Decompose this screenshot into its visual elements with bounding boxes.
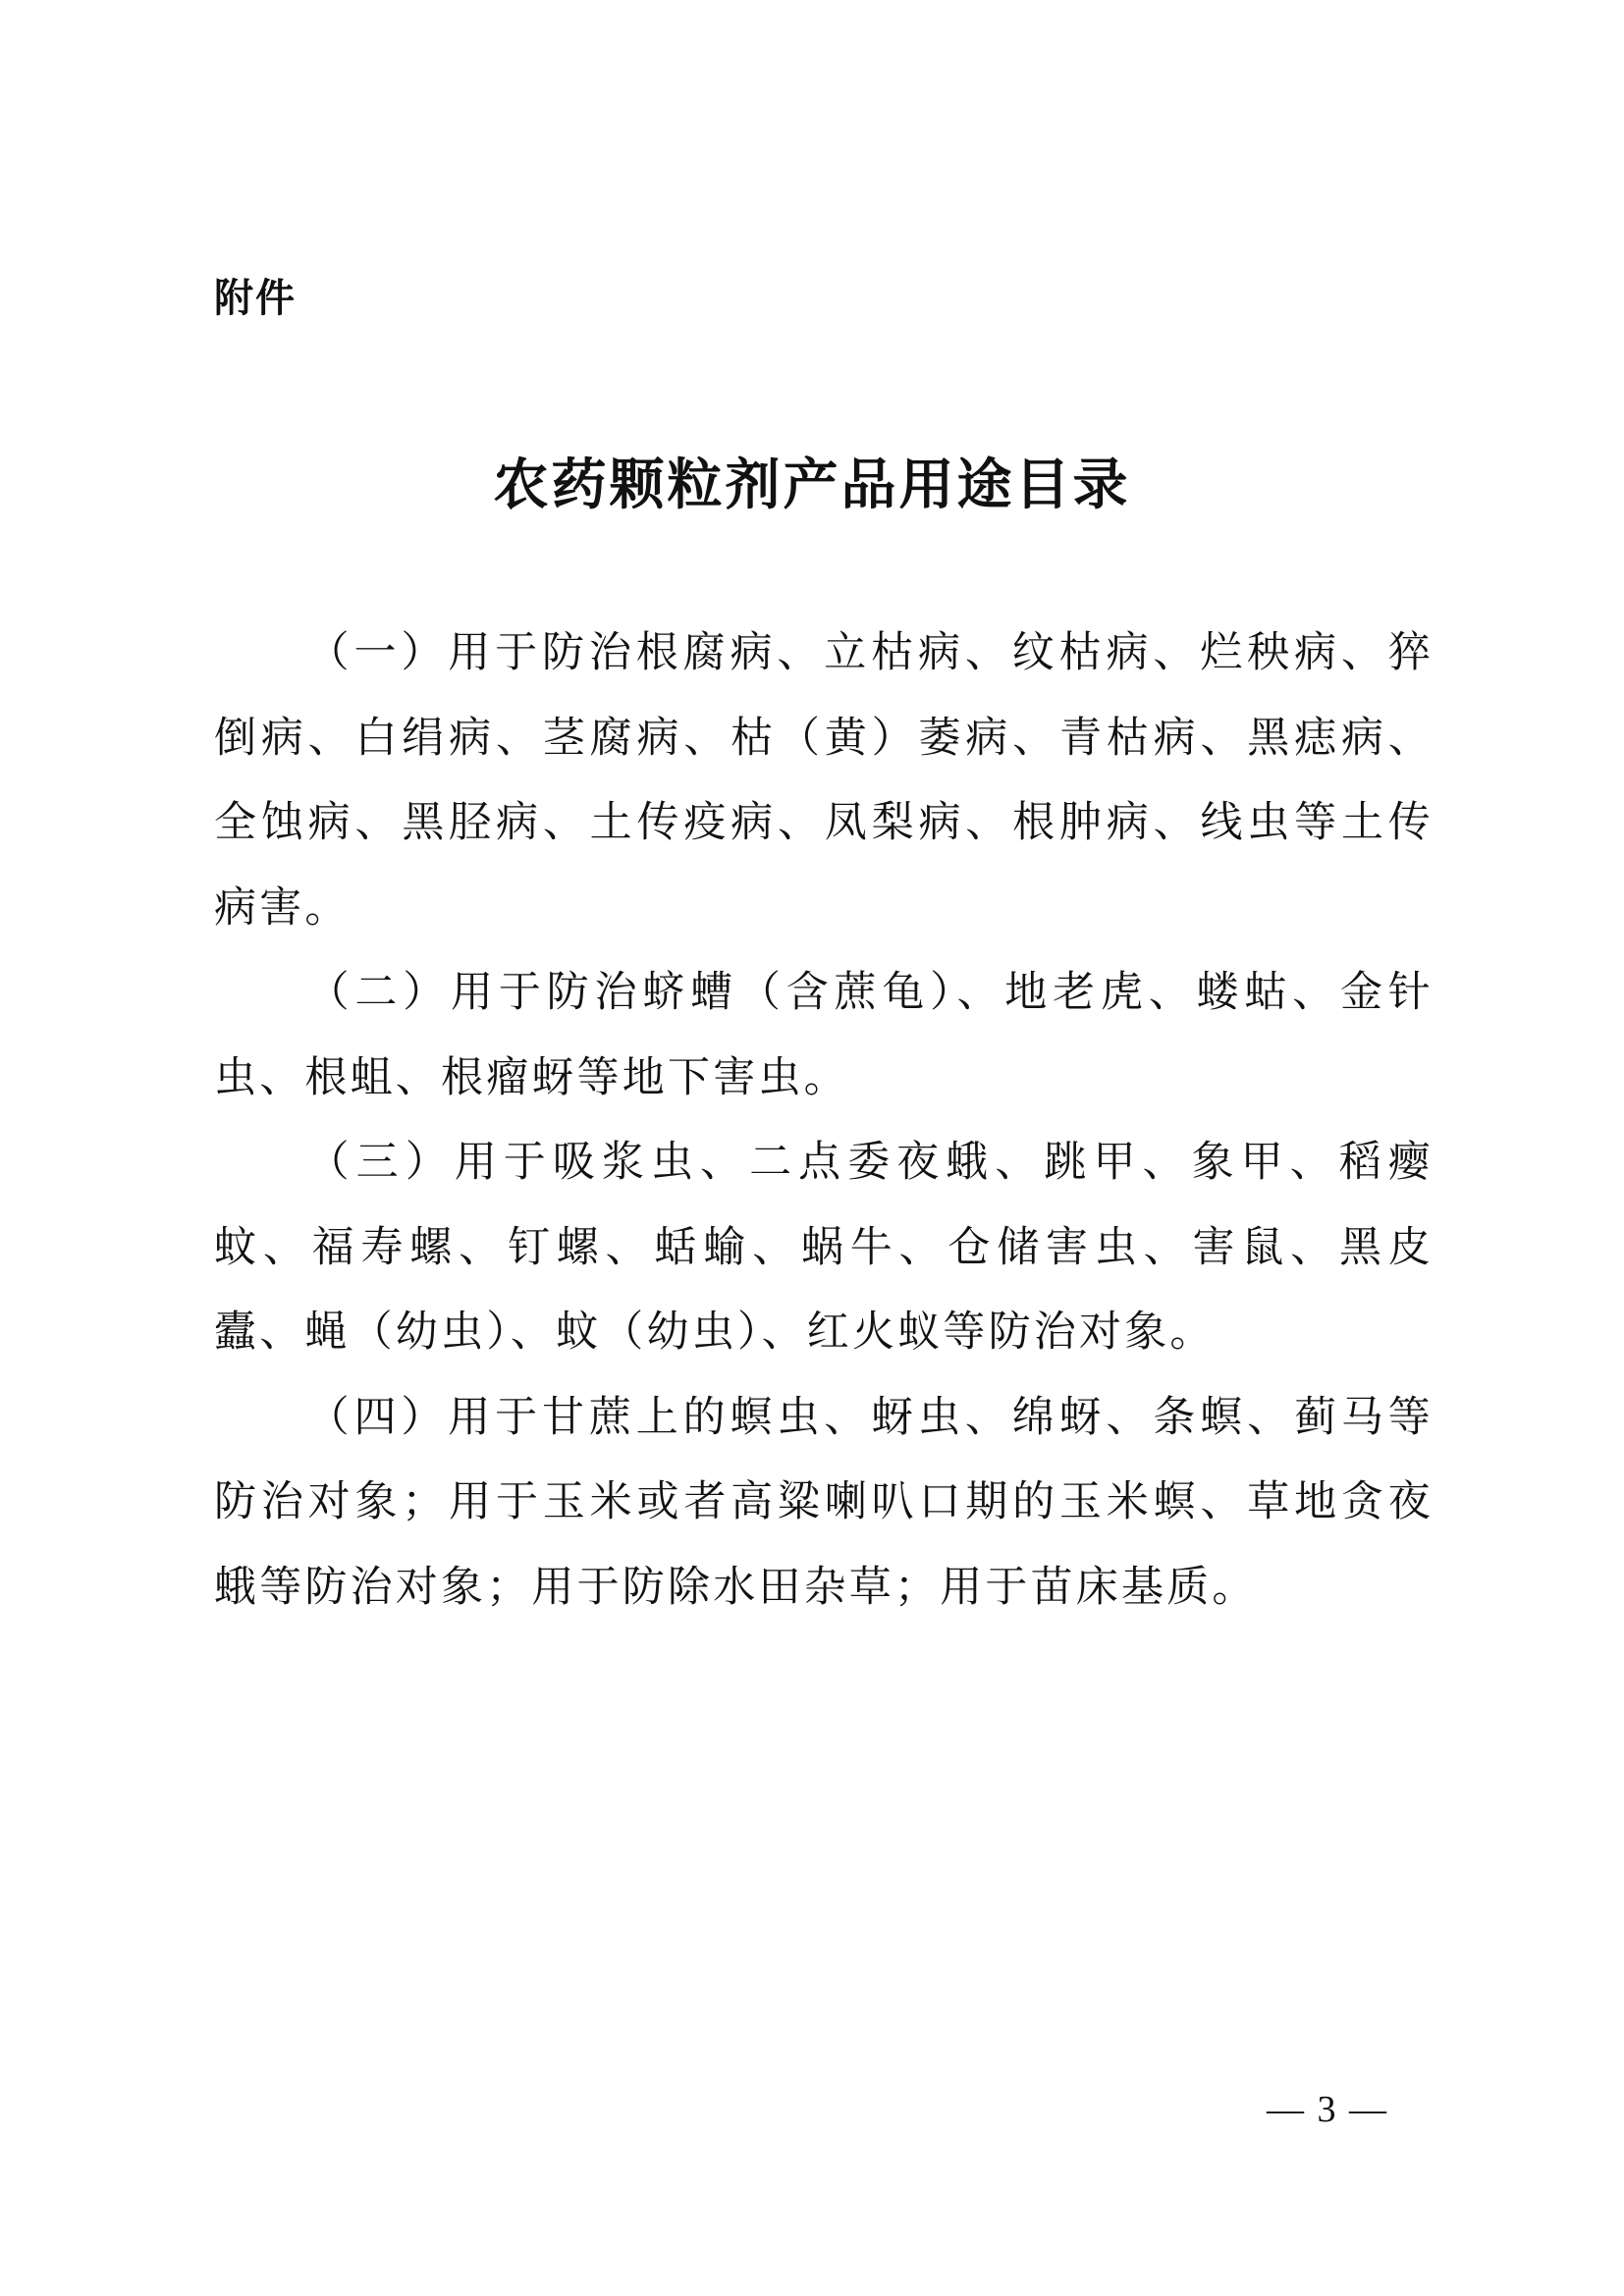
paragraph-3: （三）用于吸浆虫、二点委夜蛾、跳甲、象甲、稻瘿蚊、福寿螺、钉螺、蛞蝓、蜗牛、仓储害虫、害鼠、黑皮蠹、蝇（幼虫）、蚊（幼虫）、红火蚁等防治对象。: [214, 1138, 1434, 1357]
paragraph-4: （四）用于甘蔗上的螟虫、蚜虫、绵蚜、条螟、蓟马等防治对象；用于玉米或者高粱喇叭口期的玉米螟、草地贪夜蛾等防治对象；用于防除水田杂草；用于苗床基质。: [214, 1392, 1434, 1612]
paragraph-2: （二）用于防治蛴螬（含蔗龟）、地老虎、蝼蛄、金针虫、根蛆、根瘤蚜等地下害虫。: [214, 968, 1434, 1102]
document-body: [214, 611, 1434, 1629]
attachment-label: 附件: [214, 276, 297, 321]
document-title: 农药颗粒剂产品用途目录: [493, 453, 1131, 517]
paragraph-1: （一）用于防治根腐病、立枯病、纹枯病、烂秧病、猝倒病、白绢病、茎腐病、枯（黄）萎病、青枯病、黑痣病、全蚀病、黑胫病、土传疫病、凤梨病、根肿病、线虫等土传病害。: [214, 628, 1434, 933]
page-number: — 3 —: [1267, 2089, 1388, 2130]
